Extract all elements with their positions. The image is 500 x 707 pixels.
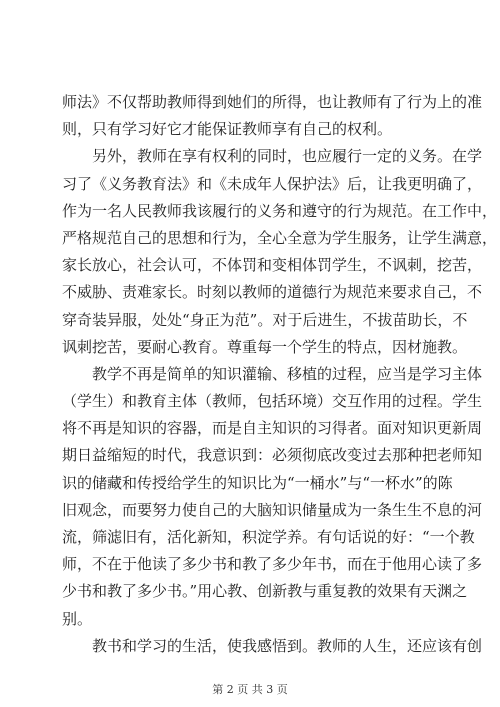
text-line: 家长放心，社会认可，不体罚和变相体罚学生，不讽刺，挖苦， — [62, 256, 483, 275]
document-body — [62, 89, 498, 660]
paragraph-duties — [62, 143, 498, 361]
text-line: 作为一名人民教师我该履行的义务和遵守的行为规范。在工作中， — [62, 201, 498, 220]
text-line: 讽刺挖苦，要耐心教育。尊重每一个学生的特点，因材施教。 — [62, 337, 468, 356]
text-line: 流，筛滤旧有，活化新知，积淀学养。有句话说的好：“一个教 — [62, 528, 475, 546]
text-line: （学生）和教育主体（教师，包括环境）交互作用的过程。学生 — [62, 392, 483, 411]
text-line: 少书和教了多少书。”用心教、创新教与重复教的效果有天渊之 — [62, 582, 468, 601]
text-line: 另外，教师在享有权利的同时，也应履行一定的义务。在学 — [92, 147, 483, 166]
text-line: 师，不在于他读了多少书和教了多少年书，而在于他用心读了多 — [62, 555, 483, 574]
text-line: 期日益缩短的时代，我意识到：必须彻底改变过去那种把老师知 — [62, 446, 483, 465]
text-line: 严格规范自己的思想和行为，全心全意为学生服务，让学生满意， — [62, 228, 498, 247]
paragraph-teaching — [62, 361, 483, 633]
text-line: 旧观念，而要努力使自己的大脑知识储量成为一条生生不息的河 — [62, 500, 483, 519]
text-line: 将不再是知识的容器，而是自主知识的习得者。面对知识更新周 — [62, 419, 483, 438]
text-line: 别。 — [62, 609, 93, 628]
text-line: 识的储藏和传授给学生的知识比为“一桶水”与“一杯水”的陈 — [62, 473, 453, 492]
page-footer: 第 2 页 共 3 页 — [212, 683, 288, 696]
text-line: 不威胁、责难家长。时刻以教师的道德行为规范来要求自己，不 — [62, 283, 483, 302]
paragraph-reflection — [62, 633, 483, 660]
text-line: 习了《义务教育法》和《未成年人保护法》后，让我更明确了， — [62, 174, 483, 193]
text-line: 教学不再是简单的知识灌输、移植的过程，应当是学习主体 — [92, 364, 483, 383]
text-line: 师法》不仅帮助教师得到她们的所得，也让教师有了行为上的准 — [62, 93, 483, 111]
text-line: 教书和学习的生活，使我感悟到。教师的人生，还应该有创 — [92, 636, 483, 655]
paragraph-continuation — [62, 89, 483, 143]
text-line: 穿奇装异服，处处“身正为范”。对于后进生，不拔苗助长，不 — [62, 310, 468, 329]
text-line: 则，只有学习好它才能保证教师享有自己的权利。 — [62, 120, 393, 139]
